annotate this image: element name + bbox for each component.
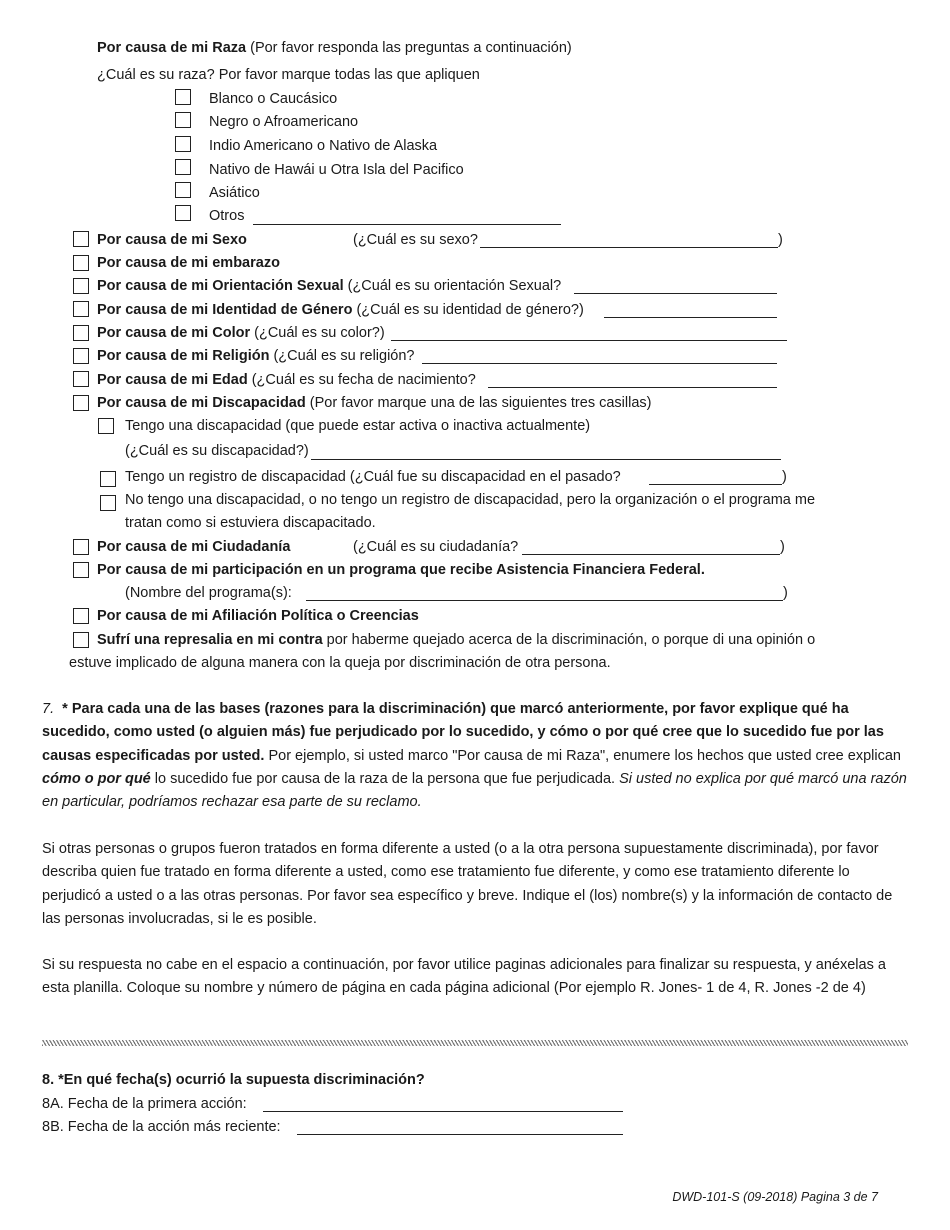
citizenship-checkbox[interactable] — [73, 539, 89, 555]
answer-divider — [42, 1040, 908, 1046]
q8a-field[interactable] — [263, 1111, 623, 1112]
gender-identity-field[interactable] — [604, 317, 777, 318]
color-checkbox[interactable] — [73, 325, 89, 341]
disability-regarded-label: No tengo una discapacidad, o no tengo un registro de discapacidad, pero la organización o el programa me — [125, 492, 816, 508]
federal-program-close: ) — [783, 585, 788, 601]
citizenship-question: (¿Cuál es su ciudadanía? — [353, 539, 519, 555]
disability-current-field[interactable] — [311, 459, 781, 460]
disability-record-checkbox[interactable] — [100, 471, 116, 487]
race-black-checkbox[interactable] — [175, 112, 191, 128]
q8b-label: 8B. Fecha de la acción más reciente: — [42, 1119, 281, 1135]
religion-checkbox[interactable] — [73, 348, 89, 364]
gender-identity-label: Por causa de mi Identidad de Género (¿Cuál es su identidad de género?) — [97, 302, 584, 318]
disability-regarded-label-2: tratan como si estuviera discapacitado. — [125, 515, 376, 531]
age-field[interactable] — [488, 387, 777, 388]
race-option-label: Indio Americano o Nativo de Alaska — [209, 138, 438, 154]
disability-current-label: Tengo una discapacidad (que puede estar activa o inactiva actualmente) — [125, 418, 591, 434]
disability-label: Por causa de mi Discapacidad (Por favor marque una de las siguientes tres casillas) — [97, 395, 652, 411]
race-option-label: Negro o Afroamericano — [209, 114, 359, 130]
citizenship-close: ) — [780, 539, 785, 555]
federal-program-label: Por causa de mi participación en un programa que recibe Asistencia Financiera Federal. — [97, 562, 705, 578]
race-other-field[interactable] — [253, 224, 561, 225]
disability-record-label: Tengo un registro de discapacidad (¿Cuál fue su discapacidad en el pasado? — [125, 469, 621, 485]
political-checkbox[interactable] — [73, 608, 89, 624]
race-option-label: Blanco o Caucásico — [209, 91, 338, 107]
disability-current-checkbox[interactable] — [98, 418, 114, 434]
race-option-label: Nativo de Hawái u Otra Isla del Pacifico — [209, 162, 464, 178]
page-footer: DWD-101-S (09-2018) Pagina 3 de 7 — [672, 1190, 878, 1204]
race-option-label: Otros — [209, 208, 245, 224]
pregnancy-checkbox[interactable] — [73, 255, 89, 271]
orientation-field[interactable] — [574, 293, 777, 294]
sex-field[interactable] — [480, 247, 778, 248]
religion-label: Por causa de mi Religión (¿Cuál es su religión? — [97, 348, 415, 364]
disability-record-close: ) — [782, 469, 787, 485]
color-field[interactable] — [391, 340, 787, 341]
race-white-checkbox[interactable] — [175, 89, 191, 105]
orientation-label: Por causa de mi Orientación Sexual (¿Cuál es su orientación Sexual? — [97, 278, 562, 294]
q8-title: 8. *En qué fecha(s) ocurrió la supuesta discriminación? — [42, 1072, 425, 1088]
q7-paragraph: 7. * Para cada una de las bases (razones para la discriminación) que marcó anteriormente, por favor explique qué ha sucedido, como usted (o alguien más) fue perjudicado por lo sucedido, y cómo o por qué cree que lo sucedido fue por las causas especificadas por usted. Por ejemplo, si usted marco "Por causa de mi Raza", enumere los hechos que usted cree explican cómo o por qué lo sucedido fue por causa de la raza de la persona que fue perjudicada. Si usted no explica por qué marcó una razón en particular, podríamos rechazar esa parte de su reclamo. — [42, 701, 907, 811]
q7-paragraph-2: Si otras personas o grupos fueron tratados en forma diferente a usted (o a la otra persona supuestamente discriminada), por favor describa quien fue tratado en forma diferente a usted, como ese tratamiento fue diferente, y como ese tratamiento diferente lo perjudicó a usted o a las otras personas. Por favor sea específico y breve. Indique el (los) nombre(s) y la información de contacto de las personas involucradas, si le es posible. — [42, 841, 893, 927]
color-label: Por causa de mi Color (¿Cuál es su color?) — [97, 325, 385, 341]
retaliation-checkbox[interactable] — [73, 632, 89, 648]
q8b-field[interactable] — [297, 1134, 623, 1135]
sex-checkbox[interactable] — [73, 231, 89, 247]
race-pacific-islander-checkbox[interactable] — [175, 159, 191, 175]
disability-current-question: (¿Cuál es su discapacidad?) — [125, 443, 309, 459]
gender-identity-checkbox[interactable] — [73, 301, 89, 317]
disability-regarded-checkbox[interactable] — [100, 495, 116, 511]
race-other-checkbox[interactable] — [175, 205, 191, 221]
sex-close: ) — [778, 232, 783, 248]
q8a-label: 8A. Fecha de la primera acción: — [42, 1096, 247, 1112]
religion-field[interactable] — [422, 363, 777, 364]
age-checkbox[interactable] — [73, 371, 89, 387]
citizenship-field[interactable] — [522, 554, 780, 555]
citizenship-label: Por causa de mi Ciudadanía — [97, 539, 291, 555]
age-label: Por causa de mi Edad (¿Cuál es su fecha de nacimiento? — [97, 372, 476, 388]
race-asian-checkbox[interactable] — [175, 182, 191, 198]
political-label: Por causa de mi Afiliación Política o Creencias — [97, 608, 419, 624]
sex-question: (¿Cuál es su sexo? — [353, 232, 478, 248]
race-question: ¿Cuál es su raza? Por favor marque todas las que apliquen — [97, 67, 480, 83]
race-option-label: Asiático — [209, 185, 260, 201]
orientation-checkbox[interactable] — [73, 278, 89, 294]
sex-label: Por causa de mi Sexo — [97, 232, 247, 248]
retaliation-label-2: estuve implicado de alguna manera con la queja por discriminación de otra persona. — [69, 655, 611, 671]
pregnancy-label: Por causa de mi embarazo — [97, 255, 280, 271]
disability-record-field[interactable] — [649, 484, 782, 485]
race-native-american-checkbox[interactable] — [175, 136, 191, 152]
federal-program-field[interactable] — [306, 600, 783, 601]
race-heading: Por causa de mi Raza (Por favor responda las preguntas a continuación) — [97, 40, 572, 56]
q7-paragraph-3: Si su respuesta no cabe en el espacio a continuación, por favor utilice paginas adicionales para finalizar su respuesta, y anéxelas a esta planilla. Coloque su nombre y número de página en cada página adicional (Por ejemplo R. Jones- 1 de 4, R. Jones -2 de 4) — [42, 957, 886, 997]
retaliation-label: Sufrí una represalia en mi contra por haberme quejado acerca de la discriminación, o porque di una opinión o — [97, 632, 816, 648]
federal-program-checkbox[interactable] — [73, 562, 89, 578]
federal-program-question: (Nombre del programa(s): — [125, 585, 292, 601]
disability-checkbox[interactable] — [73, 395, 89, 411]
